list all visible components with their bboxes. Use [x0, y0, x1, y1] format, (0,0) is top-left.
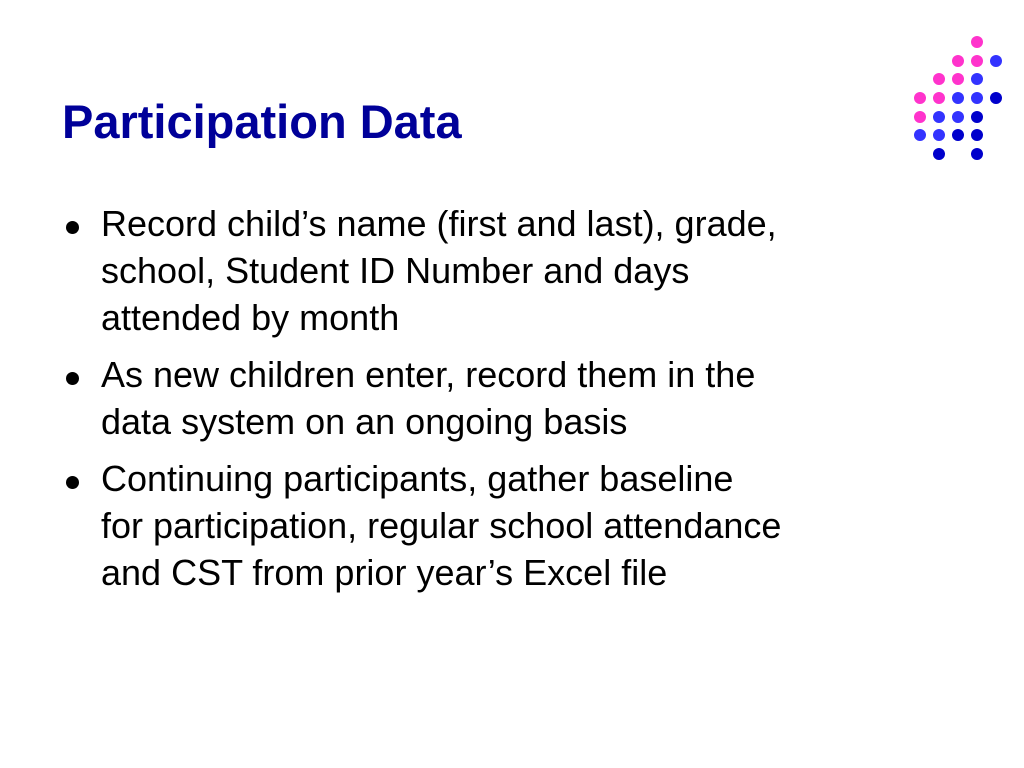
dot-cluster-decoration	[905, 30, 1005, 165]
decoration-dot	[990, 92, 1002, 104]
decoration-dot	[933, 73, 945, 85]
bullet-item	[62, 200, 982, 341]
decoration-dot	[952, 55, 964, 67]
decoration-dot	[971, 36, 983, 48]
decoration-dot	[952, 92, 964, 104]
bullet-dot-icon	[66, 476, 79, 489]
bullet-line: data system on an ongoing basis	[101, 401, 628, 442]
decoration-dot	[952, 111, 964, 123]
bullet-line: Record child’s name (first and last), grade,	[101, 203, 777, 244]
decoration-dot	[971, 148, 983, 160]
bullet-dot-icon	[66, 221, 79, 234]
decoration-dot	[914, 129, 926, 141]
bullet-item	[62, 351, 982, 445]
decoration-dot	[914, 111, 926, 123]
decoration-dot	[952, 73, 964, 85]
bullet-line: As new children enter, record them in the	[101, 354, 756, 395]
decoration-dot	[971, 73, 983, 85]
decoration-dot	[933, 148, 945, 160]
decoration-dot	[933, 92, 945, 104]
decoration-dot	[952, 129, 964, 141]
bullet-list	[62, 200, 982, 606]
bullet-line: and CST from prior year’s Excel file	[101, 552, 668, 593]
decoration-dot	[971, 129, 983, 141]
bullet-item	[62, 455, 982, 596]
bullet-line: school, Student ID Number and days	[101, 250, 690, 291]
decoration-dot	[933, 129, 945, 141]
bullet-line: attended by month	[101, 297, 400, 338]
decoration-dot	[914, 92, 926, 104]
decoration-dot	[971, 55, 983, 67]
slide-title: Participation Data	[62, 95, 462, 148]
decoration-dot	[933, 111, 945, 123]
bullet-line: for participation, regular school attendance	[101, 505, 782, 546]
decoration-dot	[971, 111, 983, 123]
bullet-line: Continuing participants, gather baseline	[101, 458, 734, 499]
bullet-dot-icon	[66, 372, 79, 385]
decoration-dot	[990, 55, 1002, 67]
decoration-dot	[971, 92, 983, 104]
